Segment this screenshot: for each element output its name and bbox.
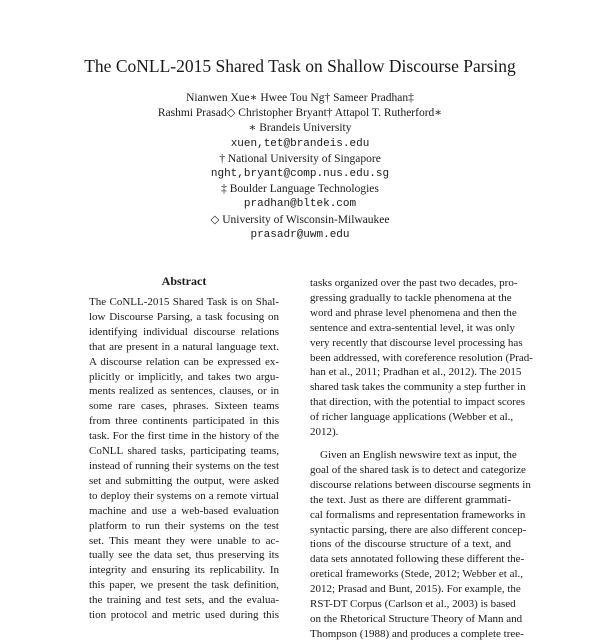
- body-line: RST-DT Corpus (Carlson et al., 2003) is based: [310, 598, 516, 611]
- abstract-line: from three continents participated in this: [89, 415, 279, 428]
- body-line: on the Rhetorical Structure Theory of Mann and: [310, 612, 523, 625]
- abstract-line: CoNLL shared tasks, participating teams,: [89, 445, 279, 458]
- affiliation-name: ◇ University of Wisconsin-Milwaukee: [210, 213, 390, 226]
- abstract-line: that are present in a natural language text.: [89, 340, 279, 353]
- abstract-line: ments realized as sentences, clauses, or in: [89, 385, 279, 398]
- body-line: the text. Just as there are different grammati-: [310, 493, 511, 506]
- body-line: of richer language applications (Webber et al.,: [310, 411, 514, 424]
- abstract-line: set and submitting the output, were asked: [89, 474, 279, 487]
- abstract-line: to deploy their systems on a remote virtual: [89, 489, 279, 502]
- body-line: 2012).: [310, 426, 339, 439]
- body-line: oretical frameworks (Stede, 2012; Webber et al.,: [310, 568, 524, 581]
- body-line: sentence and extra-sentential level, it was only: [310, 321, 515, 334]
- abstract-line: some rare cases, phrases. Sixteen teams: [89, 400, 279, 413]
- paper-title: The CoNLL-2015 Shared Task on Shallow Discourse Parsing: [84, 56, 516, 76]
- affiliation-name: † National University of Singapore: [219, 152, 381, 165]
- abstract-line: The CoNLL-2015 Shared Task is on Shal-: [89, 296, 279, 308]
- body-line: that direction, with the potential to impact scores: [310, 396, 526, 409]
- affiliation-email: pradhan@bltek.com: [243, 198, 357, 211]
- body-line: discourse relations between discourse segments in: [310, 478, 531, 491]
- abstract-line: this paper, we present the task definition,: [89, 579, 279, 592]
- body-line: data sets annotated following these different the-: [310, 553, 525, 566]
- body-line: Given an English newswire text as input, the: [320, 448, 517, 461]
- affiliation-name: ∗ Brandeis University: [248, 122, 352, 135]
- body-line: Thompson (1988) and produces a complete tree-: [310, 627, 524, 640]
- author-line: Nianwen Xue∗ Hwee Tou Ng† Sameer Pradhan‡: [186, 92, 414, 104]
- abstract-line: integrity and ensuring its replicability. In: [89, 564, 279, 577]
- affiliation-name: ‡ Boulder Language Technologies: [221, 183, 379, 196]
- intro-body: [310, 276, 533, 642]
- abstract-line: platform to run their systems on the test: [89, 519, 279, 532]
- abstract-line: machine and use a web-based evaluation: [89, 504, 279, 517]
- body-line: word and phrase level phenomena and then the: [310, 306, 517, 319]
- abstract-line: task. For the first time in the history of the: [89, 430, 279, 443]
- affiliation-email: xuen,tet@brandeis.edu: [230, 137, 370, 150]
- body-line: han et al., 2011; Pradhan et al., 2012). The 2015: [310, 366, 522, 379]
- abstract-line: tion protocol and metric used during this: [89, 609, 279, 622]
- abstract-heading: Abstract: [161, 274, 207, 288]
- affiliation-email: nght,bryant@comp.nus.edu.sg: [210, 168, 390, 181]
- abstract-line: instead of running their systems on the test: [89, 459, 279, 472]
- body-line: gressing gradually to tackle phenomena at the: [310, 291, 512, 304]
- body-line: shared task takes the community a step further in: [310, 381, 526, 394]
- author-block: [0, 91, 600, 243]
- body-line: tasks organized over the past two decades, pro-: [310, 277, 518, 289]
- body-line: syntactic parsing, there are also different concep-: [310, 523, 527, 536]
- body-line: goal of the shared task is to detect and categorize: [310, 463, 526, 476]
- abstract-body: [89, 295, 279, 623]
- body-line: very recently that discourse level processing has: [310, 336, 523, 349]
- abstract-line: set. This meant they were unable to ac-: [89, 534, 279, 547]
- abstract-line: identifying individual discourse relations: [89, 325, 279, 338]
- abstract-line: plicitly or implicitly, and takes two argu-: [89, 370, 279, 383]
- body-line: been addressed, with coreference resolution (Prad-: [310, 351, 533, 364]
- abstract-line: tually see the data set, thus preserving its: [89, 549, 279, 562]
- affiliation-email: prasadr@uwm.edu: [250, 228, 350, 241]
- body-line: 2012; Prasad and Bunt, 2015). For example, the: [310, 583, 521, 596]
- author-line: Rashmi Prasad◇ Christopher Bryant† Attapol T. Rutherford∗: [157, 107, 443, 120]
- abstract-line: A discourse relation can be expressed ex-: [89, 355, 279, 368]
- abstract-line: low Discourse Parsing, a task focusing on: [89, 310, 279, 323]
- abstract-line: the training and test sets, and the evalua-: [89, 594, 279, 607]
- body-line: tions of the discourse structure of a text, and: [310, 538, 511, 551]
- body-line: cal formalisms and representation frameworks in: [310, 508, 526, 521]
